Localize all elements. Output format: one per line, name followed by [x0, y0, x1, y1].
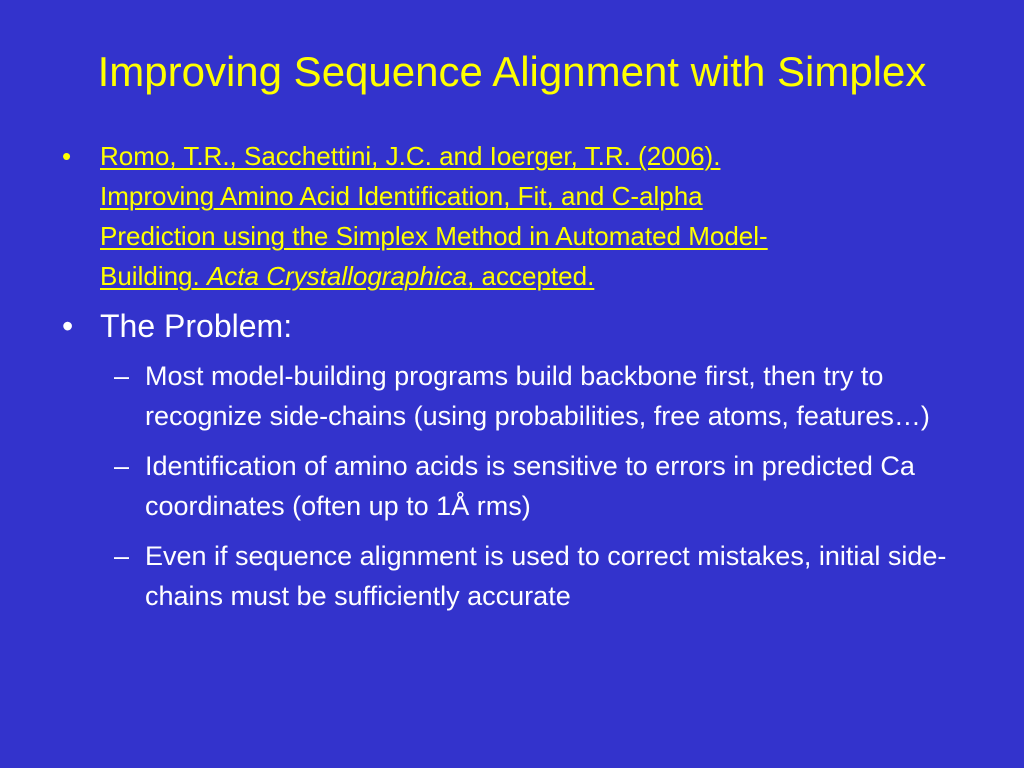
reference-line-3: Prediction using the Simplex Method in Automated Model-	[100, 221, 768, 251]
reference-link[interactable]	[100, 136, 992, 296]
dash-icon: –	[114, 451, 130, 481]
journal-name: Acta Crystallographica	[206, 261, 468, 291]
problem-point	[62, 356, 992, 436]
reference-line-2: Improving Amino Acid Identification, Fit, and C-alpha	[100, 181, 703, 211]
problem-point-text: Most model-building programs build backbone first, then try to recognize side-chains (using probabilities, free atoms, features…)	[145, 361, 930, 431]
problem-points	[62, 356, 992, 616]
reference-bullet	[62, 136, 992, 296]
problem-point-text: Identification of amino acids is sensitive to errors in predicted Ca coordinates (often up to 1Å rms)	[145, 451, 915, 521]
bullet-icon: •	[62, 308, 74, 344]
problem-point	[62, 446, 992, 526]
dash-icon: –	[114, 541, 130, 571]
problem-point	[62, 536, 992, 616]
problem-bullet	[62, 306, 992, 346]
reference-line-1: Romo, T.R., Sacchettini, J.C. and Ioerger, T.R. (2006).	[100, 141, 721, 171]
slide-title: Improving Sequence Alignment with Simplex	[97, 48, 927, 95]
reference-line-4: Building.	[100, 261, 207, 291]
dash-icon: –	[114, 361, 130, 391]
problem-point-text: Even if sequence alignment is used to correct mistakes, initial side-chains must be sufficiently accurate	[145, 541, 947, 611]
bullet-icon: •	[62, 141, 72, 171]
reference-status: , accepted.	[467, 261, 595, 291]
bullet-list	[62, 136, 992, 626]
problem-heading: The Problem:	[100, 308, 293, 344]
